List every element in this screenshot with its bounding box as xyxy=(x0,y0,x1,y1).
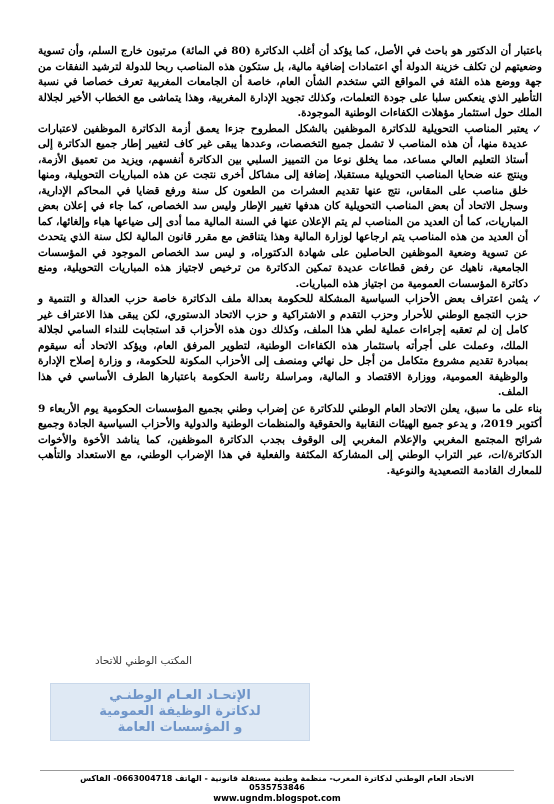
stamp-line: لدكاترة الوظيفة العمومية xyxy=(99,704,261,719)
footer-contact: الاتحاد العام الوطني لدكاترة المغرب- منظمة وطنية مستقلة قانونية - الهاتف 0663004718- الفاكس 0535753846 xyxy=(80,774,474,792)
check-mark-icon: ✓ xyxy=(531,121,542,136)
bullet-transitional-posts xyxy=(38,122,542,293)
bullet-political-parties xyxy=(38,292,542,401)
intro-paragraph: باعتبار أن الدكتور هو باحث في الأصل، كما يؤكد أن أغلب الدكاترة (80 في المائة) مرتبون خارج السلم، وأن تسوية وضعيتهم لن تكلف خزينة الدولة أي اعتمادات إضافية مالية، بل ستكون هذه المناصب ربحا للدولة لترشيد النفقات من جهة ووضع هذه الفئة في المواقع التي ستخدم الشأن العام، خاصة أن الجامعات المغربية تعرف خصاصا في نسبة التأطير الذي ينعكس سلبا على جودة التعلمات، وكذلك تجويد الإدارة المغربية، وهذا يتماشى مع الخطاب الأخير لجلالة الملك حول استثمار مؤهلات الكفاءات الوطنية الموجودة. xyxy=(38,45,542,119)
footer xyxy=(52,774,502,804)
bullet-text: يثمن اعتراف بعض الأحزاب السياسية المشكلة للحكومة بعدالة ملف الدكاترة خاصة حزب العدالة و التنمية و حزب التجمع الوطني للأحرار وحزب التقدم و الاشتراكية و حزب الاتحاد الدستوري، لكن يبقى هذا الاعتراف غير كامل إن لم تعقبه إجراءات عملية لطي هذا الملف، وكذلك دون هذه الأحزاب قد استجابت للنداء السامي لجلالة الملك، وعملت على أجرأته باستثمار هذه الكفاءات الوطنية، لتطوير المرفق العام، ويؤكد الاتحاد أنه سيقوم بمبادرة تقديم مشروع متكامل من أجل حل نهائي ومنصف إلى الأحزاب المكونة للحكومة، و وزارة إصلاح الإدارة والوظيفة العمومية، ووزارة الاقتصاد و المالية، ومراسلة رئاسة الحكومة باعتبارها الطرف الأساسي في هذا الملف. xyxy=(38,293,528,398)
organization-stamp xyxy=(50,683,310,741)
stamp-line: و المؤسسات العامة xyxy=(117,720,243,735)
stamp-line: الإتحـاد العـام الوطنـي xyxy=(109,688,251,703)
footer-divider xyxy=(40,770,514,771)
check-mark-icon: ✓ xyxy=(531,292,542,306)
bullet-text: يعتبر المناصب التحويلية للدكاترة الموظفين بالشكل المطروح جزءا يعمق أزمة الدكاترة الموظفين لاعتبارات عديدة منها، أن هذه المناصب لا تشمل جميع التخصصات، وعددها يبقى غير كاف لتغيير إطار جميع الدكاترة إلى أستاذ التعليم العالي مساعد، مما يخلق نوعا من التمييز السلبي بين الدكاترة أنفسهم، ويزيد من تعميق الأزمة، وينتج عنه ضحايا المناصب التحويلية مستقبلا، إضافة إلى مشاكل أخرى نتجت عن هذه المباريات التحويلية، ومنها خلق مناصب على المقاس، نتج عنها تقديم العشرات من الطعون كل سنة ورفع قضايا في المحاكم الإدارية، وسجل الاتحاد أن بعض المناصب التحويلية كان هدفها تغيير الإطار وليس سد الخصاص، كما جاء في إعلان بعض المباريات، كما أن العديد من المناصب لم يتم الإعلان عنها في السنة المالية مما أدى إلى ضياعها هباء وإلغائها، كما أن العديد من هذه المناصب يتم ارجاعها لوزارة المالية وهذا يتناقض مع مقرر قانون المالية لكل سنة الذي يتحدث عن تسوية وضعية الموظفين الحاصلين على شهادة الدكتوراه، و ليس سد الخصاص الموجود في المؤسسات الجامعية، ناهيك عن رفض قطاعات عديدة تمكين الدكاترة من ترخيص لاجتياز هذه المباريات التحويلية، ومنع دكاترة المؤسسات العمومية من اجتياز هذه المباريات. xyxy=(38,122,528,290)
footer-website-link[interactable]: www.ugndm.blogspot.com xyxy=(213,794,341,804)
closing-paragraph: بناء على ما سبق، يعلن الاتحاد العام الوطني للدكاترة عن إضراب وطني بجميع المؤسسات الحكومية يوم الأربعاء 9 أكتوبر 2019، و يدعو جميع الهيئات النقابية والحقوقية والمنظمات الوطنية والدولية والأحزاب السياسية الجادة وجميع شرائح المجتمع المغربي والإعلام المغربي إلى الوقوف بجدب الدكاترة الموظفين، كما يناشد الأخوة والأخوات الدكاترة/ات، عبر التراب الوطني إلى المشاركة المكثفة والفعلية في هذا الإضراب الوطني، مع الاستعداد والتأهب للمعارك القادمة التصعيدية والنوعية. xyxy=(38,402,542,477)
signature-title: المكتب الوطني للاتحاد xyxy=(95,655,192,667)
signature-block xyxy=(30,655,310,741)
letter-body xyxy=(38,44,542,479)
